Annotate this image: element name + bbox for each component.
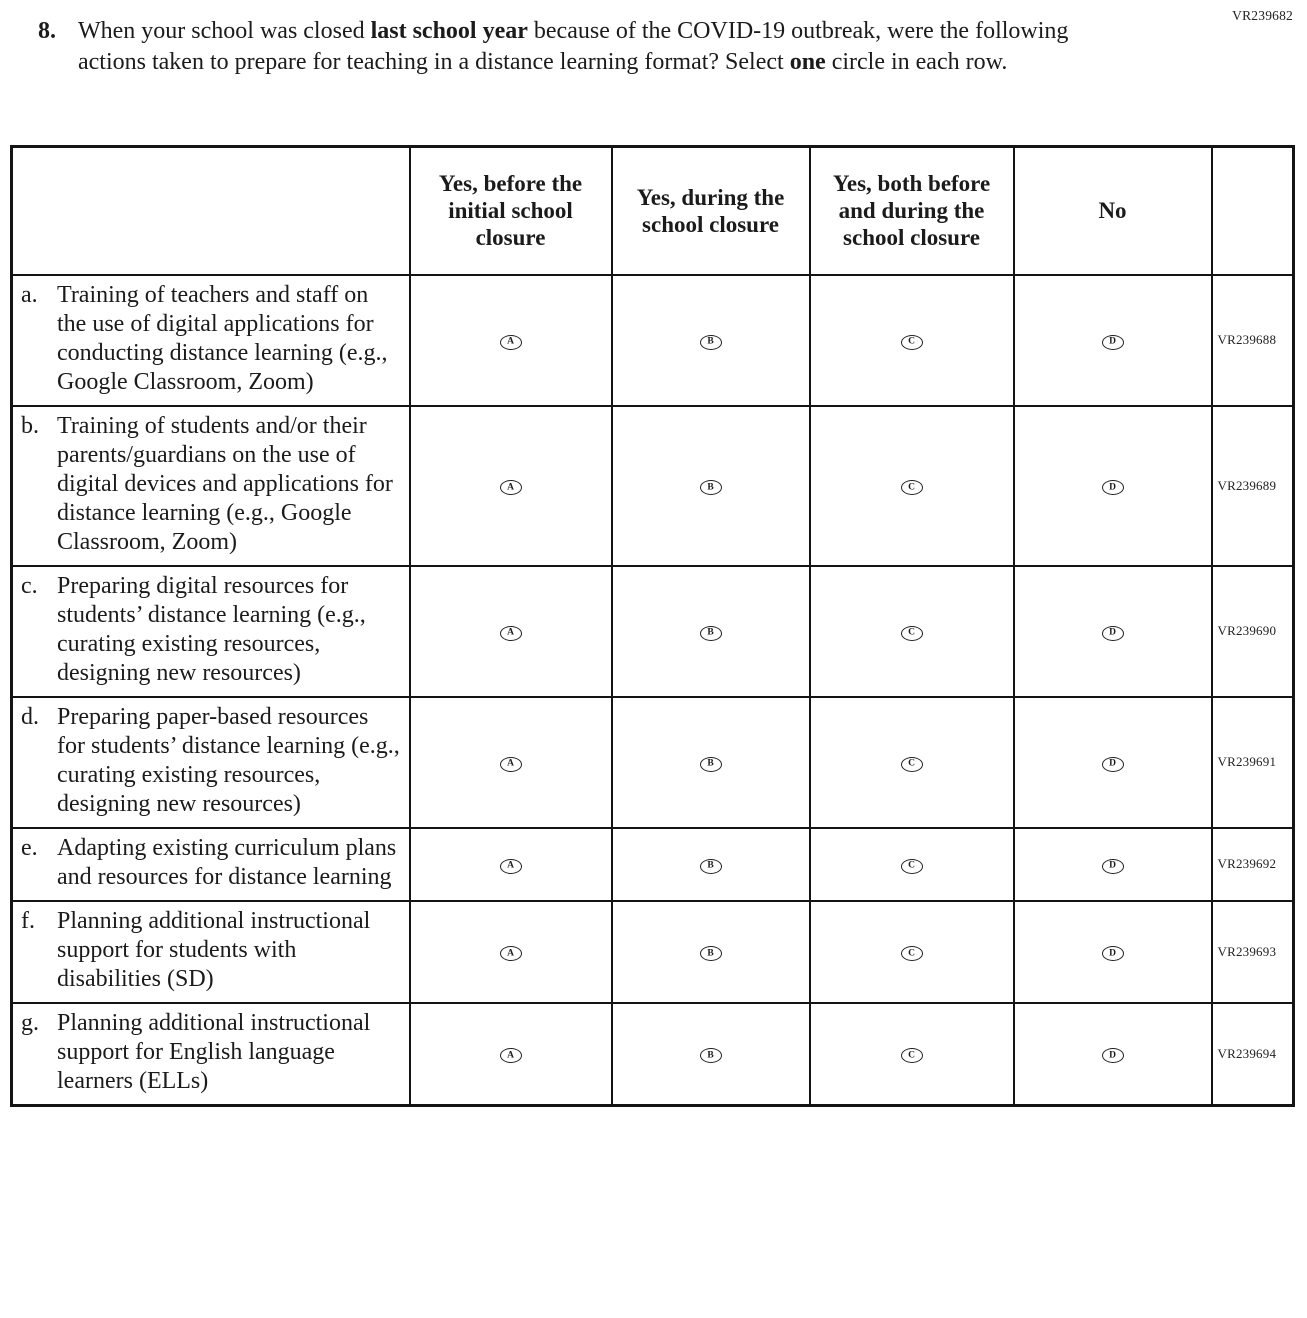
option-cell-c bbox=[810, 828, 1014, 901]
row-label-cell bbox=[12, 275, 410, 406]
row-label-cell bbox=[12, 901, 410, 1003]
option-cell-b bbox=[612, 697, 810, 828]
option-d-circle[interactable] bbox=[1102, 946, 1124, 961]
row-code: VR239694 bbox=[1217, 1045, 1277, 1061]
table-row bbox=[12, 901, 1294, 1003]
option-cell-a bbox=[410, 828, 612, 901]
table-row bbox=[12, 1003, 1294, 1106]
option-letter: B bbox=[707, 860, 714, 871]
option-c-circle[interactable] bbox=[901, 1048, 923, 1063]
row-code: VR239688 bbox=[1217, 332, 1277, 347]
option-c-circle[interactable] bbox=[901, 335, 923, 350]
row-letter: d. bbox=[21, 703, 39, 730]
table-row bbox=[12, 828, 1294, 901]
row-label-cell bbox=[12, 828, 410, 901]
row-label-cell bbox=[12, 406, 410, 566]
option-letter: A bbox=[507, 336, 514, 347]
question-block bbox=[38, 16, 1088, 78]
option-letter: C bbox=[908, 627, 915, 638]
option-cell-c bbox=[810, 697, 1014, 828]
option-b-circle[interactable] bbox=[700, 335, 722, 350]
option-cell-d bbox=[1014, 566, 1212, 697]
option-cell-a bbox=[410, 697, 612, 828]
option-letter: A bbox=[507, 758, 514, 769]
header-col-no: No bbox=[1014, 147, 1212, 275]
header-empty bbox=[12, 147, 410, 275]
option-d-circle[interactable] bbox=[1102, 626, 1124, 641]
row-label: Training of teachers and staff on the use of digital applications for conducting distance learning (e.g., Google Classroom, Zoom) bbox=[57, 281, 388, 395]
row-code-cell bbox=[1212, 901, 1294, 1003]
option-cell-a bbox=[410, 275, 612, 406]
option-c-circle[interactable] bbox=[901, 480, 923, 495]
row-code: VR239689 bbox=[1217, 477, 1277, 493]
question-text-part1: When your school was closed bbox=[78, 18, 371, 44]
header-code-col bbox=[1212, 147, 1294, 275]
question-table bbox=[10, 145, 1295, 1107]
row-letter: f. bbox=[21, 907, 35, 934]
option-a-circle[interactable] bbox=[500, 480, 522, 495]
row-letter: a. bbox=[21, 281, 38, 308]
option-letter: D bbox=[1109, 482, 1116, 493]
option-cell-b bbox=[612, 275, 810, 406]
row-code: VR239690 bbox=[1217, 623, 1277, 638]
row-label-wrap bbox=[21, 907, 403, 994]
option-cell-d bbox=[1014, 828, 1212, 901]
option-cell-c bbox=[810, 275, 1014, 406]
row-code-cell bbox=[1212, 275, 1294, 406]
row-code: VR239693 bbox=[1217, 943, 1277, 959]
option-cell-b bbox=[612, 901, 810, 1003]
option-c-circle[interactable] bbox=[901, 946, 923, 961]
row-label: Preparing paper-based resources for students’ distance learning (e.g., curating existing resources, designing new resources) bbox=[57, 703, 400, 817]
option-letter: B bbox=[707, 948, 714, 959]
option-letter: D bbox=[1109, 1050, 1116, 1061]
row-label-cell bbox=[12, 697, 410, 828]
question-text bbox=[78, 16, 1088, 78]
row-label: Planning additional instructional support for English language learners (ELLs) bbox=[57, 1009, 371, 1094]
option-c-circle[interactable] bbox=[901, 859, 923, 874]
option-cell-c bbox=[810, 1003, 1014, 1106]
option-cell-b bbox=[612, 1003, 810, 1106]
option-cell-c bbox=[810, 901, 1014, 1003]
option-cell-d bbox=[1014, 901, 1212, 1003]
option-cell-a bbox=[410, 406, 612, 566]
option-d-circle[interactable] bbox=[1102, 335, 1124, 350]
option-letter: C bbox=[908, 758, 915, 769]
row-letter: e. bbox=[21, 834, 38, 861]
option-letter: A bbox=[507, 482, 514, 493]
row-label-cell bbox=[12, 566, 410, 697]
option-a-circle[interactable] bbox=[500, 859, 522, 874]
option-cell-b bbox=[612, 828, 810, 901]
row-label: Preparing digital resources for students’ distance learning (e.g., curating existing resources, designing new resources) bbox=[57, 572, 366, 686]
row-code-cell bbox=[1212, 1003, 1294, 1106]
row-code-cell bbox=[1212, 406, 1294, 566]
option-letter: C bbox=[908, 482, 915, 493]
option-letter: A bbox=[507, 860, 514, 871]
option-d-circle[interactable] bbox=[1102, 480, 1124, 495]
question-number: 8. bbox=[38, 18, 56, 44]
option-letter: A bbox=[507, 627, 514, 638]
option-a-circle[interactable] bbox=[500, 1048, 522, 1063]
row-label-wrap bbox=[21, 1009, 403, 1096]
option-cell-c bbox=[810, 406, 1014, 566]
option-letter: D bbox=[1109, 758, 1116, 769]
option-cell-b bbox=[612, 406, 810, 566]
row-code: VR239692 bbox=[1217, 856, 1277, 871]
option-c-circle[interactable] bbox=[901, 757, 923, 772]
option-b-circle[interactable] bbox=[700, 1048, 722, 1063]
option-letter: D bbox=[1109, 860, 1116, 871]
option-cell-d bbox=[1014, 275, 1212, 406]
row-code-cell bbox=[1212, 828, 1294, 901]
row-code-cell bbox=[1212, 566, 1294, 697]
option-a-circle[interactable] bbox=[500, 946, 522, 961]
option-a-circle[interactable] bbox=[500, 757, 522, 772]
header-row bbox=[12, 147, 1294, 275]
option-letter: B bbox=[707, 627, 714, 638]
row-label-wrap bbox=[21, 281, 403, 397]
row-letter: b. bbox=[21, 412, 39, 439]
option-cell-d bbox=[1014, 697, 1212, 828]
option-d-circle[interactable] bbox=[1102, 757, 1124, 772]
option-b-circle[interactable] bbox=[700, 859, 722, 874]
table-row bbox=[12, 566, 1294, 697]
option-cell-b bbox=[612, 566, 810, 697]
question-text-bold2: one bbox=[789, 49, 826, 75]
option-letter: B bbox=[707, 336, 714, 347]
header-col-yes-both: Yes, both before and during the school closure bbox=[810, 147, 1014, 275]
row-label-wrap bbox=[21, 572, 403, 688]
option-cell-d bbox=[1014, 406, 1212, 566]
row-code: VR239691 bbox=[1217, 754, 1277, 769]
option-c-circle[interactable] bbox=[901, 626, 923, 641]
header-col-yes-before: Yes, before the initial school closure bbox=[410, 147, 612, 275]
row-letter: c. bbox=[21, 572, 38, 599]
row-label: Training of students and/or their parents/guardians on the use of digital devices and applications for distance learning (e.g., Google Classroom, Zoom) bbox=[57, 412, 393, 555]
question-text-bold1: last school year bbox=[370, 18, 528, 44]
option-a-circle[interactable] bbox=[500, 335, 522, 350]
row-label-wrap bbox=[21, 834, 403, 892]
table-row bbox=[12, 275, 1294, 406]
option-b-circle[interactable] bbox=[700, 480, 722, 495]
option-a-circle[interactable] bbox=[500, 626, 522, 641]
row-label-wrap bbox=[21, 703, 403, 819]
option-d-circle[interactable] bbox=[1102, 1048, 1124, 1063]
row-label: Adapting existing curriculum plans and resources for distance learning bbox=[57, 834, 397, 890]
option-letter: A bbox=[507, 1050, 514, 1061]
row-letter: g. bbox=[21, 1009, 39, 1036]
option-b-circle[interactable] bbox=[700, 757, 722, 772]
table-row bbox=[12, 406, 1294, 566]
header-col-yes-during: Yes, during the school closure bbox=[612, 147, 810, 275]
option-letter: D bbox=[1109, 948, 1116, 959]
option-b-circle[interactable] bbox=[700, 946, 722, 961]
option-cell-d bbox=[1014, 1003, 1212, 1106]
option-b-circle[interactable] bbox=[700, 626, 722, 641]
option-letter: B bbox=[707, 482, 714, 493]
option-cell-a bbox=[410, 901, 612, 1003]
question-text-part3: circle in each row. bbox=[825, 49, 1008, 75]
option-letter: C bbox=[908, 336, 915, 347]
row-label: Planning additional instructional support for students with disabilities (SD) bbox=[57, 907, 371, 992]
option-letter: B bbox=[707, 1050, 714, 1061]
option-letter: B bbox=[707, 758, 714, 769]
option-letter: C bbox=[908, 860, 915, 871]
row-label-wrap bbox=[21, 412, 403, 557]
option-cell-c bbox=[810, 566, 1014, 697]
option-cell-a bbox=[410, 566, 612, 697]
option-letter: C bbox=[908, 948, 915, 959]
page-code: VR239682 bbox=[1232, 8, 1293, 23]
option-letter: C bbox=[908, 1050, 915, 1061]
table-row bbox=[12, 697, 1294, 828]
row-code-cell bbox=[1212, 697, 1294, 828]
option-letter: A bbox=[507, 948, 514, 959]
option-cell-a bbox=[410, 1003, 612, 1106]
option-letter: D bbox=[1109, 627, 1116, 638]
row-label-cell bbox=[12, 1003, 410, 1106]
option-d-circle[interactable] bbox=[1102, 859, 1124, 874]
question-text-part2: because of the COVID-19 outbreak, were the following actions taken to prepare for teaching in a distance learning format? Select bbox=[78, 18, 1069, 75]
option-letter: D bbox=[1109, 336, 1116, 347]
